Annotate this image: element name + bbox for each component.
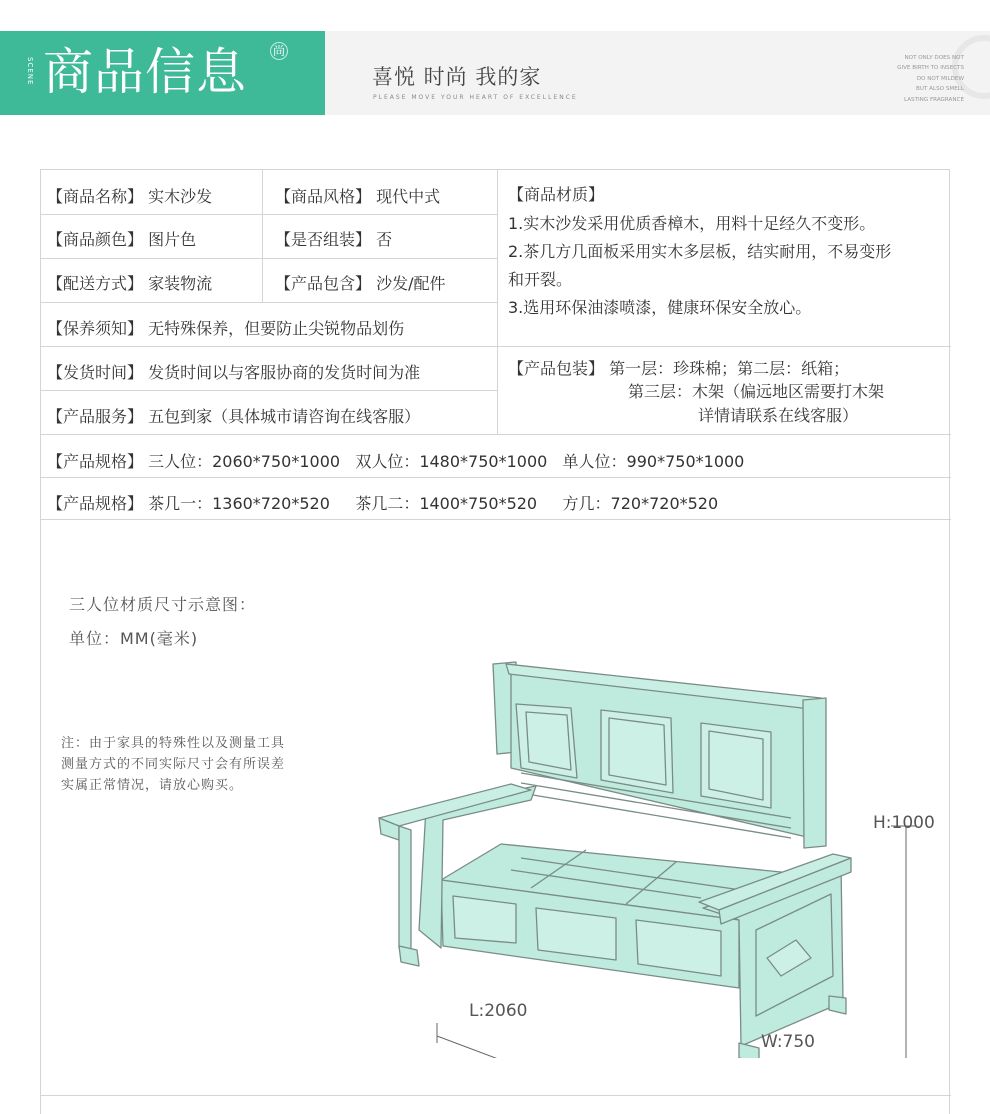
care-notice: 【保养须知】 无特殊保养，但要防止尖锐物品划伤	[47, 319, 405, 338]
diagram-title: 三人位材质尺寸示意图：	[69, 595, 257, 614]
packaging: 【产品包装】 第一层：珍珠棉；第二层：纸箱；	[508, 359, 850, 378]
grid-line	[41, 390, 497, 391]
width-label: W:750	[761, 1032, 815, 1052]
material-line: 1.实木沙发采用优质香樟木，用料十足经久不变形。	[508, 214, 876, 233]
slogan-english: PLEASE MOVE YOUR HEART OF EXCELLENCE	[373, 94, 578, 101]
grid-line	[41, 519, 951, 520]
english-tagline	[897, 53, 964, 105]
grid-line	[41, 434, 951, 435]
material-line: 和开裂。	[508, 270, 573, 289]
packaging-line: 详情请联系在线客服）	[698, 406, 859, 425]
title-block	[0, 31, 325, 115]
material-line: 3.选用环保油漆喷漆，健康环保安全放心。	[508, 298, 812, 317]
spec-table: 【产品规格】 茶几一：1360*720*520 茶几二：1400*750*520 方几：720*720*520	[47, 494, 719, 513]
grid-line	[41, 1095, 951, 1096]
badge-icon: 尚	[270, 42, 288, 60]
scene-label: SCENE	[26, 57, 34, 86]
measurement-note	[61, 733, 285, 796]
tagline-line: LASTING FRAGRANCE	[903, 96, 964, 103]
tagline-line: BUT ALSO SMELL	[916, 86, 964, 93]
product-name: 【商品名称】 实木沙发	[47, 187, 213, 206]
package-contents: 【产品包含】 沙发/配件	[275, 274, 446, 293]
grid-line	[41, 214, 497, 215]
height-label: H:1000	[873, 813, 935, 833]
grid-line	[497, 170, 498, 434]
header-banner	[0, 31, 990, 115]
material-line: 2.茶几方几面板采用实木多层板，结实耐用，不易变形	[508, 242, 892, 261]
grid-line	[262, 170, 263, 302]
note-line: 注：由于家具的特殊性以及测量工具	[61, 736, 286, 751]
slogan: 喜悦 时尚 我的家	[372, 65, 542, 89]
spec-sofa: 【产品规格】 三人位：2060*750*1000 双人位：1480*750*1000 单人位：990*750*1000	[47, 452, 745, 471]
assembly: 【是否组装】 否	[275, 230, 393, 249]
tagline-line: DO NOT MILDEW	[916, 75, 964, 82]
length-label: L:2060	[469, 1001, 528, 1021]
sofa-diagram	[371, 658, 946, 1058]
grid-line	[41, 477, 951, 478]
ship-time: 【发货时间】 发货时间以与客服协商的发货时间为准	[47, 363, 421, 382]
tagline-line: GIVE BIRTH TO INSECTS	[897, 65, 964, 72]
packaging-line: 第三层：木架（偏远地区需要打木架	[628, 382, 885, 401]
product-color: 【商品颜色】 图片色	[47, 230, 197, 249]
grid-line	[41, 302, 497, 303]
service: 【产品服务】 五包到家（具体城市请咨询在线客服）	[47, 407, 421, 426]
product-style: 【商品风格】 现代中式	[275, 187, 441, 206]
delivery-method: 【配送方式】 家装物流	[47, 274, 213, 293]
product-info-table	[40, 169, 950, 1114]
diagram-unit: 单位：MM(毫米)	[69, 629, 199, 648]
grid-line	[41, 346, 951, 347]
note-line: 测量方式的不同实际尺寸会有所误差	[61, 757, 286, 772]
note-line: 实属正常情况，请放心购买。	[61, 778, 244, 793]
section-title: 商品信息	[43, 43, 247, 101]
tagline-line: NOT ONLY DOES NOT	[904, 55, 964, 61]
grid-line	[41, 258, 497, 259]
material-title: 【商品材质】	[508, 185, 605, 204]
